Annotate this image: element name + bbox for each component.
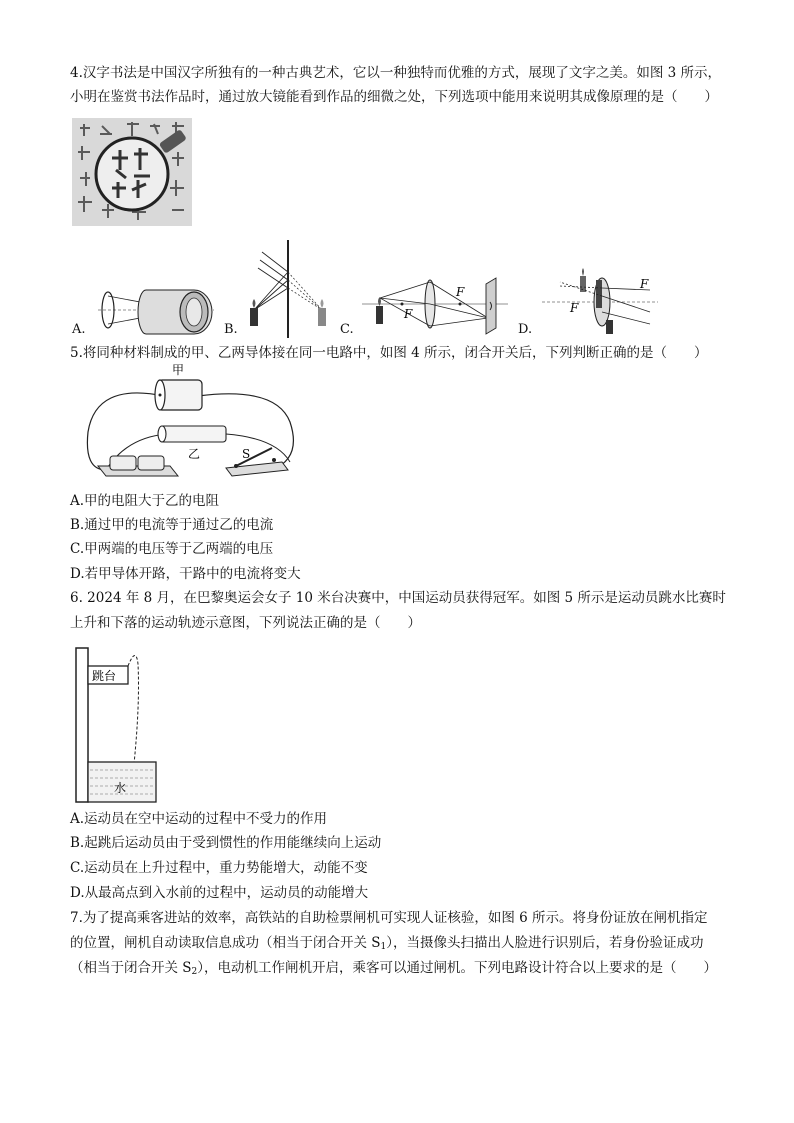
q4-stem-line1: 4.汉字书法是中国汉字所独有的一种古典艺术，它以一种独特而优雅的方式，展现了文字之美。如图 3 所示， [70, 65, 722, 81]
q5-choice-d[interactable]: D.若甲导体开路，干路中的电流将变大 [70, 566, 301, 582]
q7-line2-part-a: 的位置，闸机自动读取信息成功（相当于闭合开关 S [70, 935, 381, 951]
q6-diving-diagram [72, 644, 164, 806]
q5-choice-a[interactable]: A.甲的电阻大于乙的电阻 [70, 493, 220, 509]
q6-choice-b[interactable]: B.起跳后运动员由于受到惯性的作用能继续向上运动 [70, 835, 382, 851]
q7-stem-line3 [70, 959, 717, 981]
q4-option-a-label[interactable]: A. [72, 322, 86, 337]
q6-label-platform: 跳台 [92, 669, 117, 683]
q7-stem-line1: 7.为了提高乘客进站的效率，高铁站的自助检票闸机可实现人证核验，如图 6 所示。将身份证放在闸机指定 [70, 910, 708, 926]
q4-option-c-focus-upper: F [456, 285, 465, 299]
q5-circuit-diagram [76, 362, 308, 484]
q4-option-d-diagram [540, 268, 660, 338]
q4-option-c-diagram [360, 270, 510, 342]
q5-label-jia: 甲 [172, 363, 185, 377]
q4-option-c-focus-lower: F [404, 307, 413, 321]
q7-line3-part-a: （相当于闭合开关 S [70, 960, 192, 976]
q5-label-yi: 乙 [188, 447, 201, 461]
q4-option-b-diagram [242, 238, 334, 340]
q6-choice-c[interactable]: C.运动员在上升过程中，重力势能增大，动能不变 [70, 860, 368, 876]
q4-option-d-focus-right: F [640, 277, 649, 291]
q4-option-a-diagram [94, 278, 222, 340]
q5-stem: 5.将同种材料制成的甲、乙两导体接在同一电路中，如图 4 所示，闭合开关后，下列判断正确的是（ ） [70, 345, 708, 361]
q6-label-water: 水 [114, 781, 127, 795]
q4-stem-line2: 小明在鉴赏书法作品时，通过放大镜能看到作品的细微之处，下列选项中能用来说明其成像原理的是（ ） [70, 89, 718, 105]
q6-choice-a[interactable]: A.运动员在空中运动的过程中不受力的作用 [70, 811, 328, 827]
q7-line2-part-b: ），当摄像头扫描出人脸进行识别后，若身份验证成功 [386, 935, 704, 951]
q4-option-d-label[interactable]: D. [518, 322, 533, 337]
q4-calligraphy-photo [72, 118, 192, 226]
q7-line2-subscript: 1 [380, 942, 387, 952]
q7-line3-part-b: ），电动机工作闸机开启，乘客可以通过闸机。下列电路设计符合以上要求的是（ ） [197, 960, 718, 976]
q4-option-b-label[interactable]: B. [224, 322, 238, 337]
q4-option-c-label[interactable]: C. [340, 322, 354, 337]
q7-stem-line2 [70, 934, 704, 956]
q5-label-switch: S [242, 447, 251, 461]
q7-line3-subscript: 2 [191, 967, 198, 977]
q5-choice-b[interactable]: B.通过甲的电流等于通过乙的电流 [70, 517, 274, 533]
q5-choice-c[interactable]: C.甲两端的电压等于乙两端的电压 [70, 541, 274, 557]
q6-stem-line1: 6. 2024 年 8 月，在巴黎奥运会女子 10 米台决赛中，中国运动员获得冠军。如图 5 所示是运动员跳水比赛时 [70, 590, 726, 606]
q6-stem-line2: 上升和下落的运动轨迹示意图，下列说法正确的是（ ） [70, 615, 421, 631]
q6-choice-d[interactable]: D.从最高点到入水前的过程中，运动员的动能增大 [70, 885, 369, 901]
q4-option-d-focus-left: F [570, 301, 579, 315]
